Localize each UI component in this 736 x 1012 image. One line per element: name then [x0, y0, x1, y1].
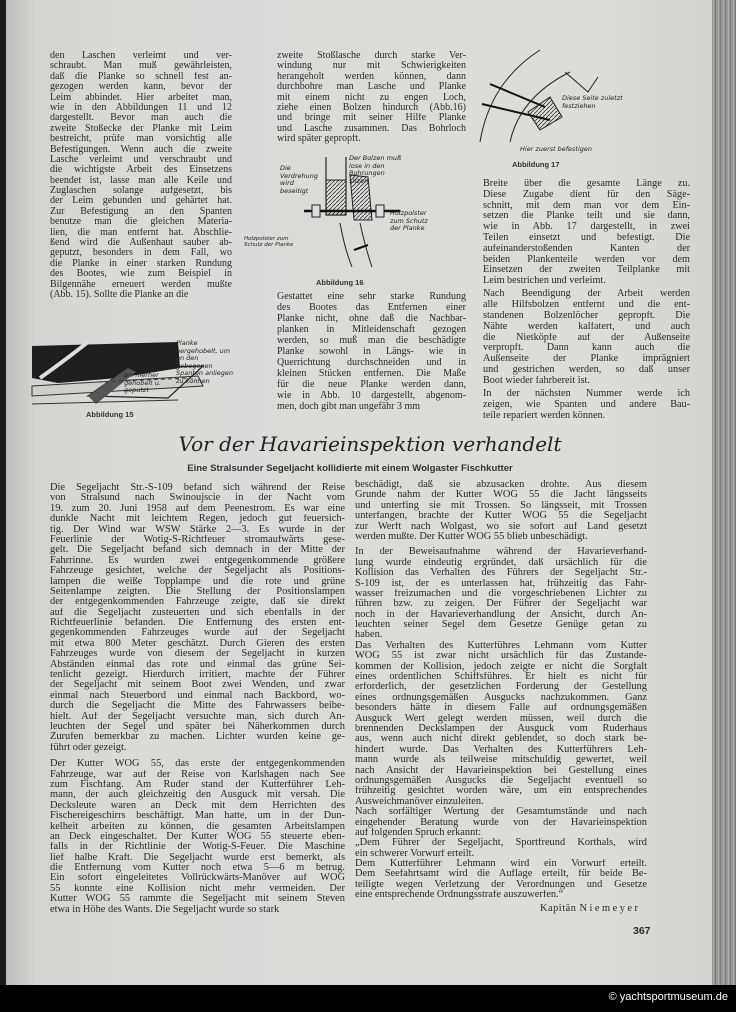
text-line: kleinen Stücken entfernen. Die Maße	[277, 368, 466, 379]
text-line: Querrichtung durchschneiden und in	[277, 357, 466, 368]
text-line: teiligte wegen Verletzung der Verordnungen und Gesetze	[355, 879, 647, 890]
text-line: und gestrichen werden, so daß unser	[483, 365, 690, 376]
text-line: Dem Seefahrtsamt wird die Auflage erteilt, für beide Be-	[355, 869, 647, 880]
text-line: kelheit arbeiten zu können, die gesamten Arbeitslampen	[50, 821, 345, 832]
text-line: Ausweichmanöver einzuleiten.	[355, 796, 484, 807]
text-line: benutze man die gleichen Materia-	[50, 217, 232, 228]
text-line: durch die Segeljacht die Mitte des Fahrwassers beibe-	[50, 701, 345, 712]
paragraph	[483, 179, 690, 287]
text-line: Zuglaschen solange aufgesetzt, bis	[50, 186, 232, 197]
text-line: 19. zum 20. Juni 1958 auf dem Peenestrom. Es war eine	[50, 503, 345, 514]
text-line: und bringe mit seiner Hilfe Planke	[277, 113, 466, 124]
article1-column-2-top	[277, 51, 466, 145]
text-line: Ein sofort eingeleitetes Vollrückwärts-Manöver auf WOG	[50, 873, 345, 884]
text-line: gegenkommenden Fahrzeuges wurde auf der Segeljacht	[50, 628, 345, 639]
text-line: noch in der Havarieverhandlung der Ansicht, durch An-	[355, 609, 647, 620]
text-line: aufeinanderstoßenden Kanten der	[483, 243, 690, 254]
text-line: verpropft. Dann kann auch die	[483, 343, 690, 354]
paragraph	[355, 480, 647, 542]
watermark: © yachtsportmuseum.de	[608, 991, 728, 1003]
text-line: haben.	[355, 630, 383, 641]
text-line: tig. Der Wind war WSW Stärke 2—3. Es wurde in der	[50, 524, 345, 535]
text-line: beschädigt, daß sie abzusacken drohte. Aus diesem	[355, 480, 647, 490]
text-line: Grunde nahm der Kutter WOG 55 die Jacht längsseits	[355, 490, 647, 501]
paragraph	[277, 51, 466, 145]
figure-16-note-right: Holzpolster zum Schutz der Planke	[390, 209, 428, 232]
text-line: alle Hilfsbolzen entfernt und die ent-	[483, 300, 690, 311]
text-line: werden mußte. Der Kutter WOG 55 blieb unbeschädigt.	[355, 531, 588, 542]
text-line: In der Beweisaufnahme während der Havarieverhand-	[355, 547, 647, 558]
text-line: ordnungsgemäßen Ausgucks die Segeljacht eventuell so	[355, 775, 647, 786]
figure-15-caption: Abbildung 15	[86, 410, 134, 419]
text-line: Teilen einsetzt und befestigt. Die	[483, 232, 690, 243]
text-line: brennenden Deckslampen der Ausguck vom Ruderhaus	[355, 723, 647, 734]
author-name: Niemeyer	[579, 903, 641, 914]
article1-column-3	[483, 179, 690, 422]
text-line: Richtfeuerlinie befanden. Die Entfernung des ersten ent-	[50, 618, 345, 629]
text-line: die Planke in einer starken Rundung	[50, 258, 232, 269]
text-line: etwa in Höhe des Wants. Die Segeljacht wurde so stark	[50, 904, 280, 915]
text-line: führt oder gezeigt.	[50, 742, 127, 753]
text-line: lung wurde eindeutig ergründet, daß ursächlich für die	[355, 557, 647, 568]
text-line: Fahrrinne. Es wurden zwei entgegenkommende größere	[50, 555, 345, 566]
text-line: auf folgenden Spruch erkannt:	[355, 827, 482, 838]
text-line: erforderlich, der gesetzlichen Forderung der Gestellung	[355, 682, 647, 693]
text-line: wie in den Abbildungen 11 und 12	[50, 102, 232, 113]
author-signature	[540, 903, 640, 914]
text-line: Zurufen bemerkbar zu machen. Lichter wurden keine ge-	[50, 732, 345, 743]
text-line: 55 konnte eine Kollision nicht mehr vermeiden. Der	[50, 883, 345, 894]
text-line: beendet ist, lasse man alle Keile und	[50, 175, 232, 186]
text-line: ziehe einen Bolzen hindurch (Abb.16)	[277, 102, 466, 113]
text-line: Nach sorfältiger Wertung der Gesamtumstände und nach	[355, 807, 647, 818]
text-line: standenen Bolzenlöcher gepropft. Die	[483, 311, 690, 322]
text-line: Kollision das Verhalten des Führers der Segeljacht Str.-	[355, 568, 647, 579]
author-title: Kapitän	[540, 903, 577, 914]
text-line: wie in Abb. 10 dargestellt, abgenom-	[277, 390, 466, 401]
text-line: des Bootes, wie zum Beispiel in	[50, 269, 232, 280]
text-line: die wichtigste Arbeit des Einsetzens	[50, 165, 232, 176]
text-line: Abständen einmal das rote und einmal das grüne Sei-	[50, 659, 345, 670]
figure-16-caption: Abbildung 16	[316, 278, 364, 287]
text-line: Feuerlinie der Wotig-S-Richtfeuer stromaufwärts gese-	[50, 534, 345, 545]
text-line: auf die Segeljacht zusteuerten und sich ebenfalls in der	[50, 607, 345, 618]
text-line: hielt. Auf der Segeljacht versuchte man, sich durch An-	[50, 711, 345, 722]
figure-17-note-bottom: Hier zuerst befestigen	[520, 145, 593, 153]
text-line: Lasche verleimt und verschraubt und	[50, 154, 232, 165]
text-line: Das Verhalten des Kutterführes Lehmann vom Kutter	[355, 640, 647, 651]
text-line: Fahrzeuge, war auf der Reise von Karlshagen nach See	[50, 769, 345, 780]
text-line: Kutter WOG 55 rammte die Segeljacht mit seinem Steven	[50, 894, 345, 905]
book-spine	[712, 0, 736, 985]
text-line: Befestigungen. Wenn auch die zweite	[50, 144, 232, 155]
text-line: zur Werft nach Wolgast, wo sie sofort auf Land gesetzt	[355, 521, 647, 532]
text-line: unterfangen, brachte der Kutter WOG 55 die Segeljacht	[355, 511, 647, 522]
text-line: hindert wurde. Das Verhalten des Kutterführers Leh-	[355, 744, 647, 755]
text-line: mann, der auch gleichzeitig den Ausguck mit versah. Die	[50, 790, 345, 801]
text-line: Decksleute waren an Deck mit dem Herrichten des	[50, 800, 345, 811]
text-line: Planke sowohl in Längs- wie in	[277, 346, 466, 357]
text-line: frühzeitig gesichtet worden wäre, um ein entsprechendes	[355, 786, 647, 797]
paragraph	[483, 389, 690, 421]
text-line: Einsetzen der zweiten Teilplanke mit	[483, 265, 690, 276]
figure-16-note-left: Die Verdrehung wird beseitigt	[280, 164, 319, 195]
text-line: an Deck eingeschaltet. Der Kutter WOG 55 steuerte eben-	[50, 831, 345, 842]
text-line: Leim abbindet. Hier arbeitet man,	[50, 92, 232, 103]
article2-column-left	[50, 483, 345, 915]
text-line: men, doch gibt man ungefähr 3 mm	[277, 401, 421, 412]
text-line: ein schwerer Vorwurf erteilt.	[355, 848, 475, 859]
text-line: Breite über die gesamte Länge zu.	[483, 179, 690, 189]
text-line: Fahrzeuge gesichtet, welche der Segeljacht als Positions-	[50, 566, 345, 577]
text-line: gezogen werden kann, bevor der	[50, 82, 232, 93]
text-line: (Abb. 15). Sollte die Planke an die	[50, 289, 189, 300]
text-line: gelt. Die Segeljacht befand sich demnach in der Mitte der	[50, 545, 345, 556]
text-line: und Lasche zusammen. Das Bohrloch	[277, 123, 466, 134]
text-line: Der Kutter WOG 55, das erste der entgegenkommenden	[50, 759, 345, 770]
text-line: setzen die Planke teilt und sie dann,	[483, 211, 690, 222]
text-line: schnitt, mit dem man vor dem Ein-	[483, 200, 690, 211]
text-line: ßend wird die Außenhaut sauber ab-	[50, 238, 232, 249]
text-line: dargestellt. Bevor man auch die	[50, 113, 232, 124]
text-line: Diese Zugabe dient für den Säge-	[483, 189, 690, 200]
text-line: aus, wenn auch nicht direkt geblendet, so doch stark be-	[355, 734, 647, 745]
text-line: Nach Beendigung der Arbeit werden	[483, 289, 690, 300]
text-line: eines ordentlichen Schiffsführes. Er hielt es nicht für	[355, 672, 647, 683]
figure-16-note-bottom-left: Holzpolster zum Schutz der Planke	[244, 236, 294, 248]
article-subtitle: Eine Stralsunder Segeljacht kollidierte mit einem Wolgaster Fischkutter	[187, 463, 513, 474]
text-line: die Nietköpfe auf der Außenseite	[483, 332, 690, 343]
paragraph	[50, 51, 232, 300]
text-line: wie in Abb. 17 dargestellt, in zwei	[483, 222, 690, 233]
text-line: windung nur mit Schwierigkeiten	[277, 61, 466, 72]
figure-16-note-top: Der Bolzen muß lose in den Bohrungen sitzen	[349, 154, 402, 185]
text-line: der Leim gebunden und gehärtet hat.	[50, 196, 232, 207]
text-line: durchbohre man Lasche und Planke	[277, 82, 466, 93]
text-line: kommen der Kollision, jedoch zeigte er nicht die Sorgfalt	[355, 661, 647, 672]
paragraph	[355, 547, 647, 900]
text-line: geputzt, besonders in dem Fall, wo	[50, 248, 232, 259]
text-line: eine entsprechende Ordnungsstrafe auszuwerfen.“	[355, 890, 564, 901]
text-line: WOG 55 ist zwar nicht ursächlich für das Zustande-	[355, 651, 647, 662]
text-line: teile repariert werden können.	[483, 410, 606, 421]
text-line: S-109 ist, der es unterlassen hat, frühzeitig das Fahr-	[355, 578, 647, 589]
text-line: Fischereigeschirrs beschäftigt. Man hatte, um in der Dun-	[50, 811, 345, 822]
text-line: zum Fischfang. Am Ruder stand der Kutterführer Leh-	[50, 779, 345, 790]
figure-15-note-bottom: bis hierher gehobelt u. geputzt	[124, 371, 161, 394]
text-line: leuchten seiner Segel dem Gesetze Genüge getan zu	[355, 620, 647, 631]
text-line: der Segeljacht mit seinem Boot zwei Wenden, und zwar	[50, 680, 345, 691]
text-line: von Stralsund nach Swinoujscie in der Nacht vom	[50, 493, 345, 504]
text-line: zweite Stoßecke der Planke mit Leim	[50, 123, 232, 134]
text-line: werden, so muß man die beschädigte	[277, 335, 466, 346]
text-line: nach Ansicht der Havarieinspektion bei Gestellung eines	[355, 765, 647, 776]
text-line: Bilgennähe erneuert werden mußte	[50, 279, 232, 290]
text-line: Fahrzeuges wurde von diesem der Segeljacht in kurzen	[50, 649, 345, 660]
article-headline: Vor der Havarieinspektion verhandelt	[178, 432, 562, 456]
paragraph	[277, 291, 466, 412]
page-number: 367	[633, 925, 651, 937]
text-line: lampen die weiße Topplampe und die rote und grüne	[50, 576, 345, 587]
text-line: eingehender Beratung wurde von der Havarieinspektion	[355, 817, 647, 828]
text-line: Nähte werden kalfatert, und auch	[483, 321, 690, 332]
text-line: und unterfing sie mit Trossen. So längsseit, mit Trossen	[355, 500, 647, 511]
text-line: Gestattet eine sehr starke Rundung	[277, 291, 466, 302]
text-line: Seitenlampe zeigten. Die Stellung der Positionslampen	[50, 586, 345, 597]
text-line: Leim bestrichen und verleimt.	[483, 276, 606, 287]
text-line: zweite Stoßlasche durch starke Ver-	[277, 51, 466, 61]
text-line: mit einem nicht zu engen Loch,	[277, 92, 466, 103]
text-line: der entgegenkommenden Fahrzeuge zeigte, daß sie direkt	[50, 597, 345, 608]
text-line: leuchten der Segel und später bei Näherkommen durch	[50, 721, 345, 732]
text-line: In der nächsten Nummer werde ich	[483, 389, 690, 400]
text-line: daß die Planke so schnell fest an-	[50, 71, 232, 82]
paragraph	[50, 759, 345, 915]
text-line: Die Segeljacht Str.-S-109 befand sich während der Reise	[50, 483, 345, 493]
text-line: Boot wieder fahrbereit ist.	[483, 375, 590, 386]
text-line: führen bzw. zu zeigen. Der Führer der Segeljacht war	[355, 599, 647, 610]
text-line: dunkle Nacht mit leichtem Regen, jedoch gut feuersich-	[50, 514, 345, 525]
text-line: „Dem Führer der Segeljacht, Sportfreund Korthals, wird	[355, 838, 647, 849]
text-line: planken in Mitleidenschaft gezogen	[277, 324, 466, 335]
text-line: des Bootes das Entfernen einer	[277, 302, 466, 313]
text-line: Dem Kutterführer Lehmann wird ein Vorwurf erteilt.	[355, 859, 647, 870]
text-line: lien, die man entfernt hat. Abschlie-	[50, 227, 232, 238]
text-line: wird später gepropft.	[277, 134, 361, 145]
article2-column-right	[355, 480, 647, 901]
figure-17-note-top: Diese Seite zuletzt festziehen	[562, 94, 623, 110]
text-line: Planke nicht, ohne daß die Nachbar-	[277, 313, 466, 324]
figure-17-caption: Abbildung 17	[512, 160, 560, 169]
text-line: wasser freizumachen und die vorgeschriebenen Lichter zu	[355, 588, 647, 599]
text-line: mann wurde als teilweise mitschuldig gewertet, weil	[355, 755, 647, 766]
text-line: Ausguck Wert gelegt werden müssen, weil durch die	[355, 713, 647, 724]
text-line: falls in der Richtlinie der Wotig-S-Feuer. Die Maschine	[50, 842, 345, 853]
text-line: bestreicht, prüfe man vorsichtig alle	[50, 134, 232, 145]
text-line: mit etwa 800 Meter geschätzt. Durch Gieren des ersten	[50, 638, 345, 649]
text-line: Außenseite der Planke imprägniert	[483, 354, 690, 365]
text-line: den Laschen verleimt und ver-	[50, 51, 232, 61]
article1-column-1	[50, 51, 232, 300]
text-line: herangeholt werden können, dann	[277, 71, 466, 82]
paragraph	[483, 289, 690, 386]
text-line: einmal nach Steuerbord und einmal nach Backbord, wo-	[50, 690, 345, 701]
text-line: die Entfernung vom Kutter noch etwa 5—6 m betrug.	[50, 863, 345, 874]
text-line: für die neue Planke werden dann,	[277, 379, 466, 390]
text-line: eines ordnungsgemäßen Ausgucks nachzukommen. Ganz	[355, 692, 647, 703]
figure-15-note-top: Planke hergehobelt, um an den gebogenen Spanten anliegen zu können	[176, 339, 234, 385]
paragraph	[50, 483, 345, 753]
article1-column-2-bottom	[277, 291, 466, 412]
text-line: schraubt. Man muß gewährleisten,	[50, 61, 232, 72]
text-line: tenlicht gezeigt. Hierdurch irritiert, machte der Führer	[50, 670, 345, 681]
text-line: besonders hätte in diesem Falle auf ordnungsgemäßen	[355, 703, 647, 714]
text-line: zeigen, wie Spanten und andere Bau-	[483, 399, 690, 410]
text-line: lief halbe Kraft. Die Segeljacht wurde erst bemerkt, als	[50, 852, 345, 863]
text-line: beiden Plankenteile werden vor dem	[483, 254, 690, 265]
text-line: Zur Befestigung an den Spanten	[50, 206, 232, 217]
